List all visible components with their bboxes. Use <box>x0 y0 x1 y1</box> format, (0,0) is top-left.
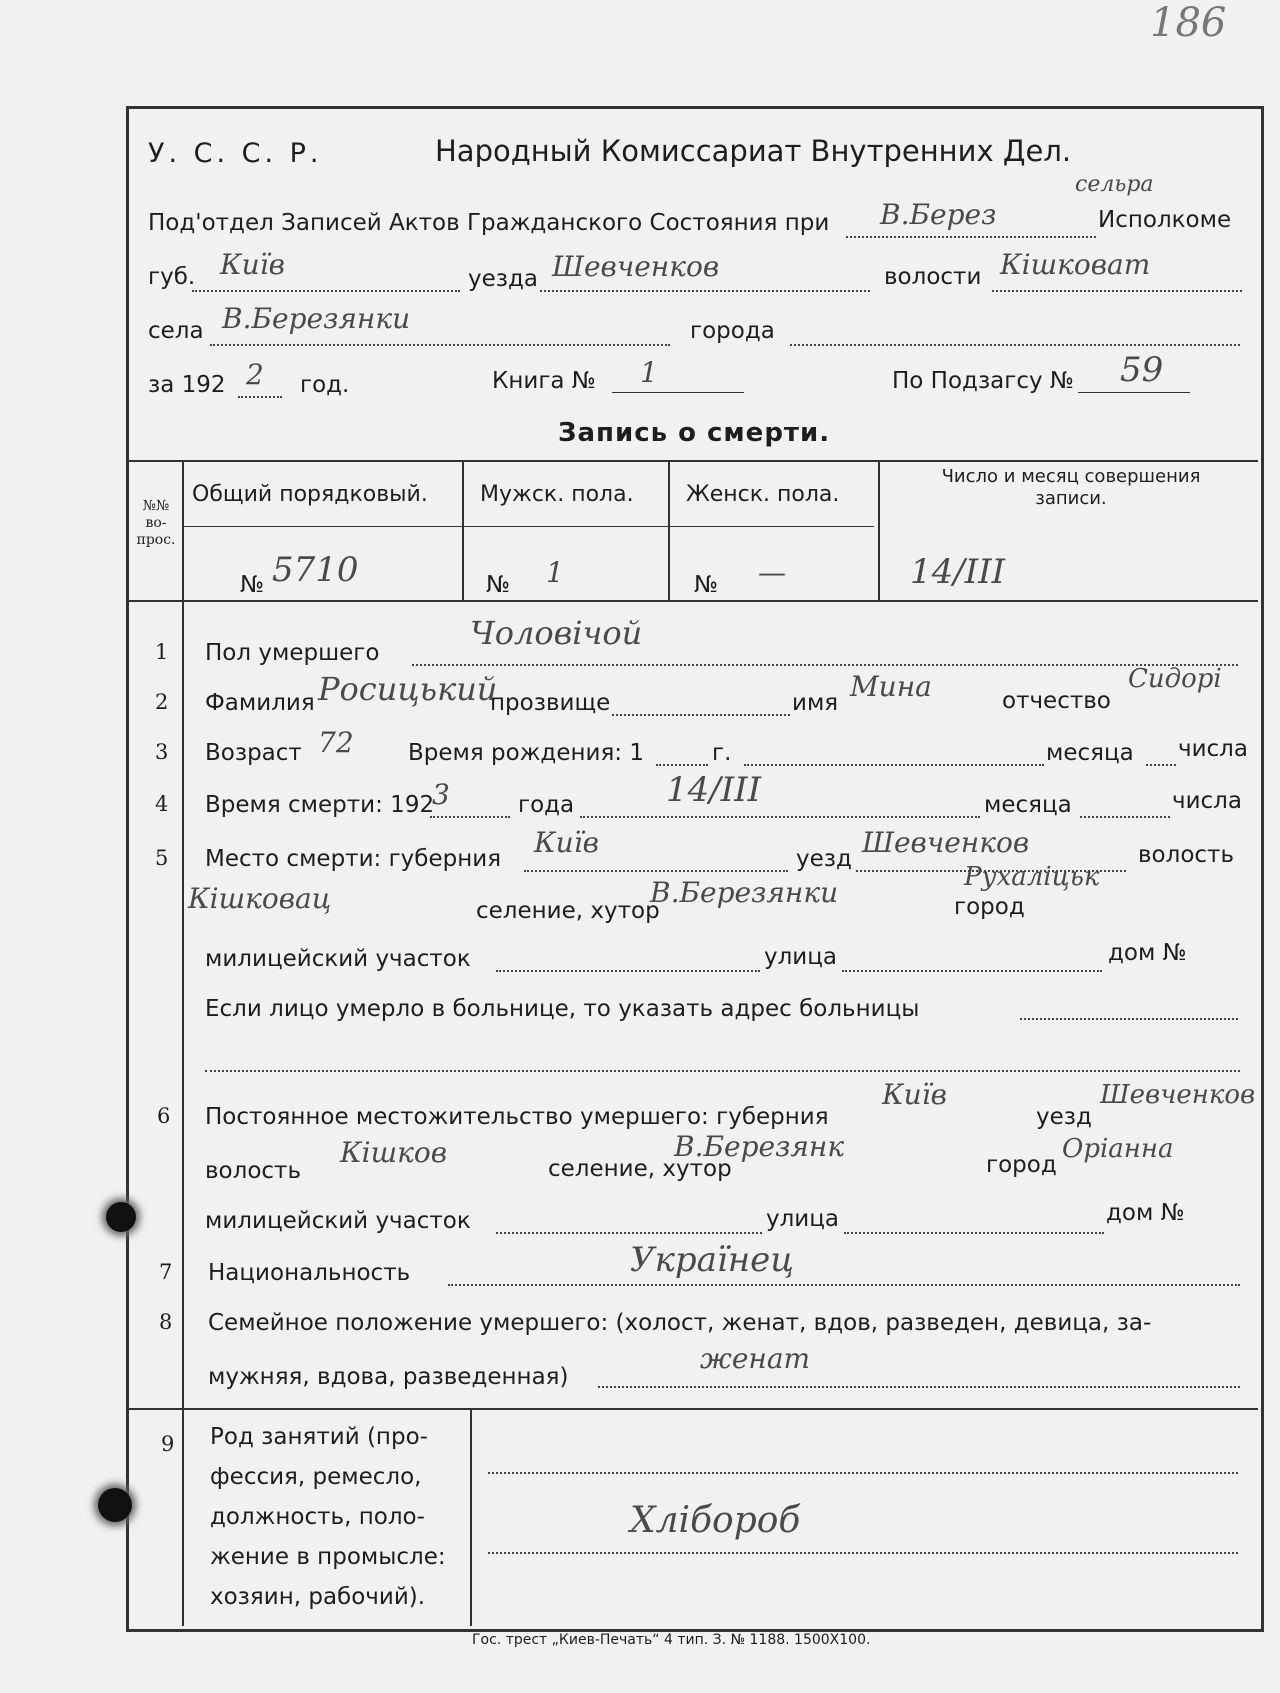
surname-value: Росицький <box>318 670 498 708</box>
death-month-label: месяца <box>984 792 1072 818</box>
occupation-label-2: фессия, ремесло, <box>210 1464 422 1490</box>
book-value: 1 <box>640 356 658 389</box>
patronymic-value: Сидорі <box>1128 664 1222 694</box>
subdept-value: В.Берез <box>880 198 997 231</box>
hospital-label: Если лицо умерло в больнице, то указать адрес больницы <box>205 996 920 1022</box>
residence-settlement-label: селение, хутор <box>548 1156 732 1182</box>
occupation-label-3: должность, поло- <box>210 1504 425 1530</box>
selo-label: села <box>148 318 204 344</box>
col-female: Женск. пола. <box>686 482 840 507</box>
residence-uezd-value: Шевченков <box>1100 1080 1256 1110</box>
occupation-label-1: Род занятий (про- <box>210 1424 428 1450</box>
nickname-label: прозвище <box>490 690 611 716</box>
book-label: Книга № <box>492 368 596 394</box>
gub-value: Київ <box>220 248 285 281</box>
col-male: Мужск. пола. <box>480 482 634 507</box>
row-number-5: 5 <box>155 846 169 870</box>
death-volost-value: Кішковац <box>188 882 332 915</box>
age-value: 72 <box>318 726 354 759</box>
podzag-label: По Подзагсу № <box>892 368 1074 394</box>
birth-day-label: числа <box>1178 736 1248 762</box>
residence-volost-value: Кішков <box>340 1136 448 1169</box>
firstname-value: Мина <box>850 670 932 703</box>
death-uezd-label: уезд <box>796 846 852 872</box>
nationality-label: Национальность <box>208 1260 411 1286</box>
patronymic-label: отчество <box>1002 688 1111 714</box>
row-number-1: 1 <box>155 640 169 664</box>
sex-label: Пол умершего <box>205 640 380 666</box>
age-label: Возраст <box>205 740 302 766</box>
sex-value: Чоловічой <box>470 614 643 652</box>
volost-value: Кішковат <box>1000 248 1151 281</box>
row-number-2: 2 <box>155 690 169 714</box>
no-sign-3: № <box>694 572 718 598</box>
death-militia-label: милицейский участок <box>205 946 471 972</box>
subdept-label: Под'отдел Записей Актов Гражданского Состояния при <box>148 210 830 236</box>
gub-label: губ. <box>148 264 196 290</box>
death-gub-value: Київ <box>534 826 599 859</box>
no-sign-2: № <box>486 572 510 598</box>
death-volost-label: волость <box>1138 842 1234 868</box>
death-date-value: 14/III <box>666 770 762 810</box>
gorod-label: города <box>690 318 775 344</box>
birth-year-suffix: г. <box>712 740 732 766</box>
residence-uezd-label: уезд <box>1036 1104 1092 1130</box>
death-time-label: Время смерти: 192 <box>205 792 435 818</box>
residence-extra-value: Оріанна <box>1062 1134 1174 1164</box>
punch-hole-bottom <box>98 1488 132 1522</box>
nationality-value: Українец <box>630 1240 795 1280</box>
marital-value: женат <box>700 1342 811 1375</box>
occupation-label-4: жение в промысле: <box>210 1544 446 1570</box>
residence-settlement-value: В.Березянк <box>674 1130 845 1163</box>
col-question-no: №№ во- прос. <box>136 498 176 548</box>
male-number: 1 <box>546 556 564 589</box>
row-number-3: 3 <box>155 740 169 764</box>
occupation-value: Хлібороб <box>630 1500 801 1541</box>
year-value: 2 <box>246 358 264 391</box>
col-date: Число и месяц совершения записи. <box>941 466 1201 509</box>
surname-label: Фамилия <box>205 690 315 716</box>
record-date: 14/III <box>910 552 1006 592</box>
selo-value: В.Березянки <box>222 302 411 335</box>
row-number-7: 7 <box>159 1260 173 1284</box>
row-number-8: 8 <box>159 1310 173 1334</box>
header-ministry: Народный Комиссариат Внутренних Дел. <box>435 134 1072 168</box>
death-settlement-label: селение, хутор <box>476 898 660 924</box>
no-sign-1: № <box>240 572 264 598</box>
death-settlement-value: В.Березянки <box>650 876 839 909</box>
printer-footer: Гос. трест „Киев-Печать“ 4 тип. З. № 1188. 1500Х100. <box>472 1632 871 1648</box>
col-general: Общий порядковый. <box>192 482 428 507</box>
subdept-tail: Исполкоме <box>1098 207 1232 233</box>
podzag-value: 59 <box>1120 350 1164 390</box>
header-country: У. С. С. Р. <box>148 138 323 169</box>
uezd-value: Шевченков <box>552 250 720 283</box>
female-number: — <box>758 556 786 589</box>
death-city-label: город <box>954 894 1025 920</box>
death-year-label: года <box>518 792 575 818</box>
year-label: за 192 <box>148 372 226 398</box>
row-number-4: 4 <box>155 792 169 816</box>
residence-label: Постоянное местожительство умершего: губерния <box>205 1104 829 1130</box>
marital-label: Семейное положение умершего: (холост, женат, вдов, разведен, девица, за- <box>208 1310 1152 1336</box>
residence-house-label: дом № <box>1106 1200 1185 1226</box>
occupation-label-5: хозяин, рабочий). <box>210 1584 426 1610</box>
row-number-9: 9 <box>161 1432 175 1456</box>
archive-page-number: 186 <box>1150 0 1227 46</box>
birth-label: Время рождения: 1 <box>408 740 644 766</box>
birth-month-label: месяца <box>1046 740 1134 766</box>
row-number-6: 6 <box>157 1104 171 1128</box>
death-extra-value: Рухаліцьк <box>964 862 1100 892</box>
god-label: год. <box>300 372 350 398</box>
residence-gub-value: Київ <box>882 1078 947 1111</box>
subdept-value-2: сельра <box>1075 172 1154 197</box>
residence-street-label: улица <box>766 1206 840 1232</box>
residence-city-label: город <box>986 1152 1057 1178</box>
death-year-value: 3 <box>432 778 450 811</box>
death-place-label: Место смерти: губерния <box>205 846 502 872</box>
uezd-label: уезда <box>468 266 538 292</box>
death-uezd-value: Шевченков <box>862 826 1030 859</box>
firstname-label: имя <box>792 690 839 716</box>
volost-label: волости <box>884 264 982 290</box>
punch-hole-top <box>106 1202 136 1232</box>
residence-militia-label: милицейский участок <box>205 1208 471 1234</box>
marital-label-cont: мужняя, вдова, разведенная) <box>208 1364 569 1390</box>
death-day-label: числа <box>1172 788 1242 814</box>
death-house-label: дом № <box>1108 940 1187 966</box>
residence-volost-label: волость <box>205 1158 301 1184</box>
form-title: Запись о смерти. <box>558 418 831 448</box>
death-street-label: улица <box>764 944 838 970</box>
general-number: 5710 <box>272 550 359 590</box>
